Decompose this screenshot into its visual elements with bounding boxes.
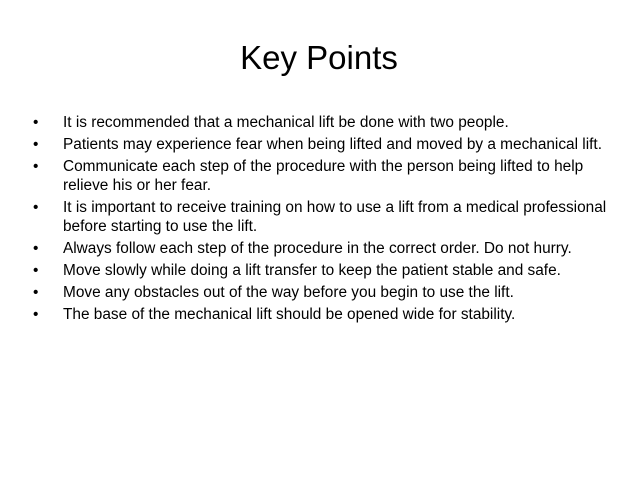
bullet-text: Patients may experience fear when being lifted and moved by a mechanical lift. bbox=[63, 136, 602, 153]
bullet-item bbox=[33, 305, 613, 324]
bullet-text: Move any obstacles out of the way before you begin to use the lift. bbox=[63, 284, 514, 301]
bullet-item bbox=[33, 198, 613, 236]
bullet-text: It is recommended that a mechanical lift be done with two people. bbox=[63, 114, 509, 131]
bullet-icon: • bbox=[33, 240, 39, 257]
bullet-icon: • bbox=[33, 284, 39, 301]
bullet-icon: • bbox=[33, 262, 39, 279]
bullet-list bbox=[33, 113, 613, 327]
slide-title: Key Points bbox=[240, 39, 398, 76]
bullet-item bbox=[33, 239, 613, 258]
bullet-item bbox=[33, 135, 613, 154]
bullet-icon: • bbox=[33, 199, 39, 216]
bullet-icon: • bbox=[33, 136, 39, 153]
bullet-text: The base of the mechanical lift should be opened wide for stability. bbox=[63, 306, 516, 323]
bullet-icon: • bbox=[33, 158, 39, 175]
bullet-item bbox=[33, 113, 613, 132]
bullet-text: It is important to receive training on how to use a lift from a medical professional before starting to use the lift. bbox=[63, 199, 607, 235]
bullet-item bbox=[33, 157, 613, 195]
bullet-icon: • bbox=[33, 306, 39, 323]
bullet-text: Communicate each step of the procedure with the person being lifted to help relieve his or her fear. bbox=[63, 158, 584, 194]
bullet-text: Always follow each step of the procedure in the correct order. Do not hurry. bbox=[63, 240, 572, 257]
bullet-text: Move slowly while doing a lift transfer to keep the patient stable and safe. bbox=[63, 262, 561, 279]
bullet-item bbox=[33, 261, 613, 280]
bullet-item bbox=[33, 283, 613, 302]
bullet-icon: • bbox=[33, 114, 39, 131]
